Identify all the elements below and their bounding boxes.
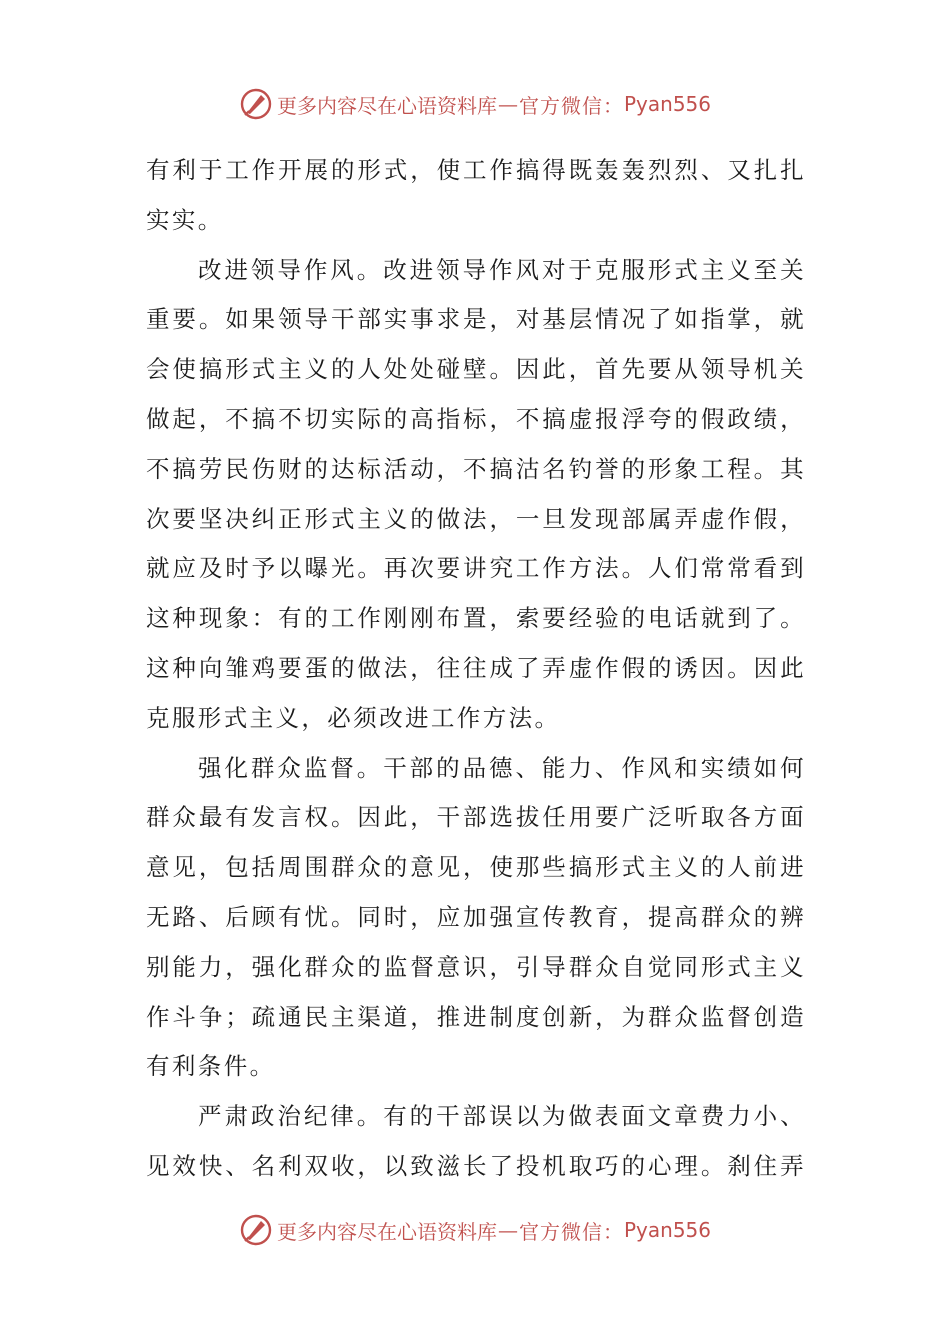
body-line: 意见，包括周围群众的意见，使那些搞形式主义的人前进	[146, 853, 806, 882]
body-line: 有利于工作开展的形式，使工作搞得既轰轰烈烈、又扎扎	[146, 156, 806, 184]
header-banner	[0, 84, 950, 124]
body-line: 这种向雏鸡要蛋的做法，往往成了弄虚作假的诱因。因此	[146, 653, 806, 682]
body-line: 严肃政治纪律。有的干部误以为做表面文章费力小、	[198, 1102, 806, 1131]
body-line: 有利条件。	[146, 1052, 276, 1081]
body-line: 克服形式主义，必须改进工作方法。	[146, 703, 561, 732]
banner-text: 更多内容尽在心语资料库	[276, 1219, 497, 1244]
banner-dash: —	[497, 1218, 518, 1242]
body-line: 做起，不搞不切实际的高指标，不搞虚报浮夸的假政绩，	[146, 404, 806, 433]
banner-wechat-label: 官方微信：	[518, 1219, 624, 1244]
document-body	[146, 146, 806, 1192]
body-line: 会使搞形式主义的人处处碰壁。因此，首先要从领导机关	[146, 355, 806, 384]
banner-wechat-label: 官方微信：	[518, 93, 624, 118]
body-line: 不搞劳民伤财的达标活动，不搞沽名钓誉的形象工程。其	[146, 454, 806, 483]
banner-dash: —	[497, 92, 518, 116]
footer-banner	[0, 1210, 950, 1250]
quill-logo-icon	[239, 87, 273, 121]
body-line: 就应及时予以曝光。再次要讲究工作方法。人们常常看到	[146, 554, 806, 583]
banner-wechat-id: Pyan556	[623, 1218, 711, 1242]
body-line: 这种现象：有的工作刚刚布置，索要经验的电话就到了。	[146, 604, 806, 633]
body-line: 作斗争；疏通民主渠道，推进制度创新，为群众监督创造	[146, 1002, 806, 1031]
body-line: 群众最有发言权。因此，干部选拔任用要广泛听取各方面	[146, 803, 806, 832]
body-line: 无路、后顾有忧。同时，应加强宣传教育，提高群众的辨	[146, 902, 806, 931]
body-line: 改进领导作风。改进领导作风对于克服形式主义至关	[198, 255, 806, 284]
banner-wechat-id: Pyan556	[623, 92, 711, 116]
body-line: 别能力，强化群众的监督意识，引导群众自觉同形式主义	[146, 952, 806, 981]
banner-text: 更多内容尽在心语资料库	[276, 93, 497, 118]
body-line: 实实。	[146, 205, 224, 234]
body-line: 重要。如果领导干部实事求是，对基层情况了如指掌，就	[146, 305, 806, 334]
quill-logo-icon	[239, 1213, 273, 1247]
body-line: 见效快、名利双收，以致滋长了投机取巧的心理。刹住弄	[146, 1151, 806, 1180]
body-line: 强化群众监督。干部的品德、能力、作风和实绩如何	[198, 753, 806, 782]
body-line: 次要坚决纠正形式主义的做法，一旦发现部属弄虚作假，	[146, 504, 806, 533]
